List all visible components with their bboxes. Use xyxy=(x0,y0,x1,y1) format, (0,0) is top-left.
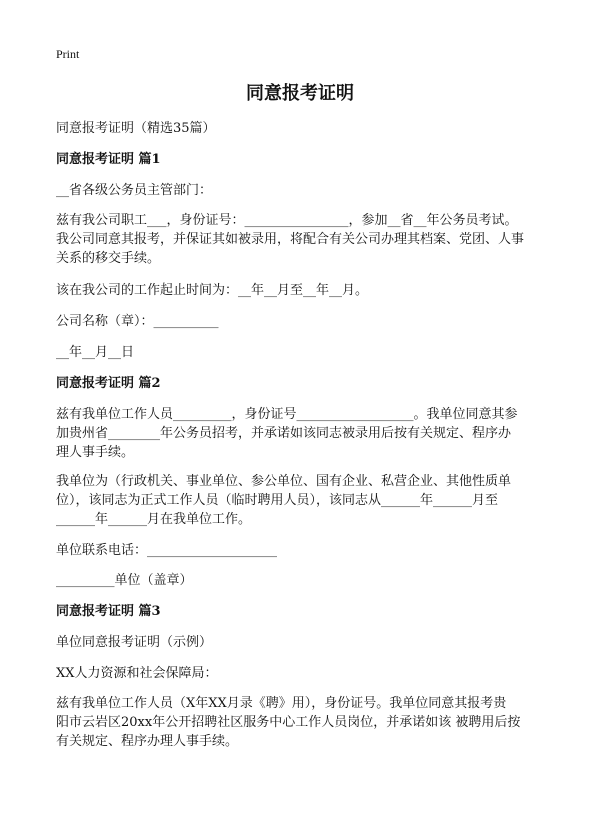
s3-paragraph-line: 兹有我单位工作人员（X年XX月录《聘》用），身份证号。我单位同意其报考贵 xyxy=(56,696,507,711)
s3-addressee: XX人力资源和社会保障局： xyxy=(56,666,218,681)
s1-addressee: __省各级公务员主管部门： xyxy=(56,183,213,198)
s2-phone: 单位联系电话：____________________ xyxy=(56,543,278,558)
s3-paragraph-line: 有关规定、程序办理人事手续。 xyxy=(56,734,239,749)
s2-paragraph-line: 加贵州省________年公务员招考，并承诺如该同志被录用后按有关规定、程序办 xyxy=(56,426,512,441)
page-title: 同意报考证明 xyxy=(246,83,354,104)
s2-paragraph-line: 我单位为（行政机关、事业单位、参公单位、国有企业、私营企业、其他性质单 xyxy=(56,474,512,489)
document-subtitle: 同意报考证明（精选35篇） xyxy=(56,121,216,136)
s3-paragraph-line: 阳市云岩区20xx年公开招聘社区服务中心工作人员岗位，并承诺如该 被聘用后按 xyxy=(56,715,521,730)
section-heading-3: 同意报考证明 篇3 xyxy=(56,604,161,619)
print-label[interactable]: Print xyxy=(56,47,80,61)
s1-work-period: 该在我公司的工作起止时间为：__年__月至__年__月。 xyxy=(56,283,369,298)
s2-paragraph-line: 理人事手续。 xyxy=(56,445,135,460)
s1-paragraph-line: 我公司同意其报考，并保证其如被录用，将配合有关公司办理其档案、党团、人事 xyxy=(56,232,525,247)
s2-paragraph-line: 兹有我单位工作人员_________，身份证号__________________。我单位同意其参 xyxy=(56,407,518,422)
s1-paragraph-line: 兹有我公司职工___，身份证号：________________，参加__省__年公务员考试。 xyxy=(56,213,518,228)
s3-example-title: 单位同意报考证明（示例） xyxy=(56,635,213,650)
s2-seal: _________单位（盖章） xyxy=(56,573,193,588)
section-heading-1: 同意报考证明 篇1 xyxy=(56,152,161,167)
s1-date: __年__月__日 xyxy=(56,345,135,360)
s1-paragraph-line: 关系的移交手续。 xyxy=(56,251,161,266)
s2-paragraph-line: 位），该同志为正式工作人员（临时聘用人员），该同志从______年______月至 xyxy=(56,493,499,508)
s1-company-name: 公司名称（章）：__________ xyxy=(56,314,219,329)
s2-paragraph-line: ______年______月在我单位工作。 xyxy=(56,512,252,527)
section-heading-2: 同意报考证明 篇2 xyxy=(56,376,161,391)
